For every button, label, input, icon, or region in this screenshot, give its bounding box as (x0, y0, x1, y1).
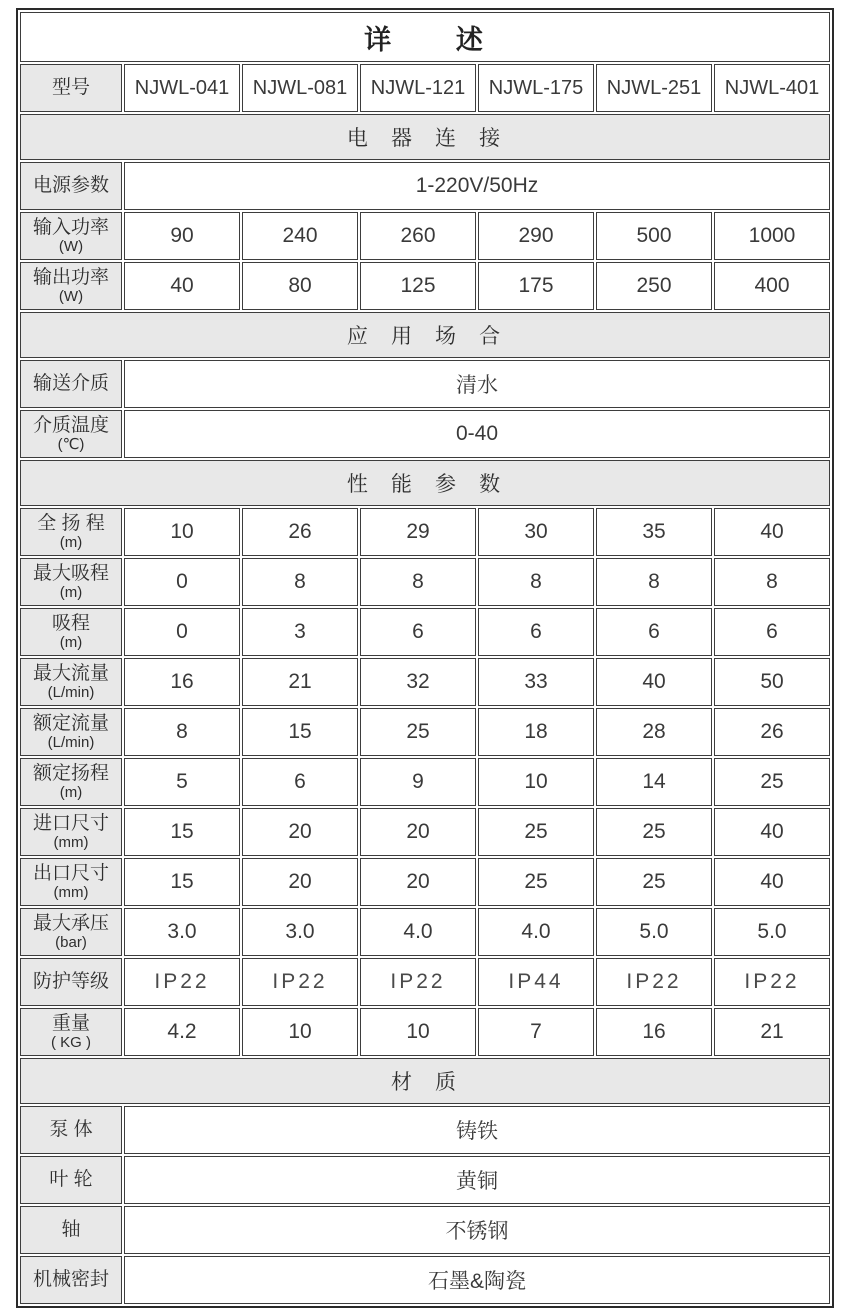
cell-rated-flow: 25 (360, 708, 476, 756)
row-unit: (℃) (57, 435, 85, 453)
table-row-pump-body (20, 1106, 830, 1154)
cell-inlet-size: 20 (242, 808, 358, 856)
table-row-impeller (20, 1156, 830, 1204)
row-label-max-suction (20, 558, 122, 606)
cell-weight: 10 (360, 1008, 476, 1056)
cell-total-head: 10 (124, 508, 240, 556)
cell-output-power: 80 (242, 262, 358, 310)
model-cell: NJWL-041 (124, 64, 240, 112)
section-header-electrical: 电器连接 (20, 114, 830, 160)
row-label-power-supply (20, 162, 122, 210)
cell-max-suction: 8 (478, 558, 594, 606)
row-label-text: 全 扬 程 (37, 512, 105, 534)
table-row-weight (20, 1008, 830, 1056)
cell-mech-seal: 石墨&陶瓷 (124, 1256, 830, 1304)
cell-max-suction: 8 (596, 558, 712, 606)
cell-outlet-size: 25 (478, 858, 594, 906)
cell-rated-head: 6 (242, 758, 358, 806)
row-label-text: 额定流量 (32, 712, 109, 734)
cell-inlet-size: 20 (360, 808, 476, 856)
row-unit: (W) (58, 287, 84, 305)
table-row-outlet-size (20, 858, 830, 906)
row-label-protection (20, 958, 122, 1006)
row-unit: (m) (59, 533, 83, 551)
row-unit: (mm) (53, 883, 89, 901)
row-label-shaft (20, 1206, 122, 1254)
cell-max-pressure: 5.0 (714, 908, 830, 956)
cell-inlet-size: 15 (124, 808, 240, 856)
page-title: 详述 (20, 12, 830, 62)
row-unit: (m) (59, 783, 83, 801)
section-row-performance (20, 460, 830, 506)
table-row-shaft (20, 1206, 830, 1254)
row-label-rated-flow (20, 708, 122, 756)
table-row-protection (20, 958, 830, 1006)
cell-max-flow: 32 (360, 658, 476, 706)
row-label-text: 电源参数 (32, 175, 109, 197)
cell-outlet-size: 20 (242, 858, 358, 906)
row-label-output-power (20, 262, 122, 310)
row-unit: (bar) (55, 933, 87, 951)
cell-rated-flow: 8 (124, 708, 240, 756)
cell-protection: IP22 (360, 958, 476, 1006)
row-label-text: 机械密封 (32, 1269, 109, 1291)
table-row-output-power (20, 262, 830, 310)
cell-output-power: 40 (124, 262, 240, 310)
row-label-text: 最大流量 (32, 662, 109, 684)
cell-power-supply: 1-220V/50Hz (124, 162, 830, 210)
row-label-text: 额定扬程 (32, 762, 109, 784)
section-header-performance: 性能参数 (20, 460, 830, 506)
model-cell: NJWL-251 (596, 64, 712, 112)
row-label-text: 重量 (51, 1012, 90, 1034)
cell-rated-head: 10 (478, 758, 594, 806)
row-unit: (m) (59, 583, 83, 601)
cell-protection: IP22 (242, 958, 358, 1006)
table-row-max-flow (20, 658, 830, 706)
cell-suction: 6 (596, 608, 712, 656)
cell-rated-flow: 15 (242, 708, 358, 756)
row-label-medium (20, 360, 122, 408)
row-label-text: 最大承压 (32, 912, 109, 934)
row-label-text: 进口尺寸 (32, 812, 109, 834)
table-row-suction (20, 608, 830, 656)
cell-inlet-size: 40 (714, 808, 830, 856)
row-label-text: 泵 体 (49, 1119, 93, 1141)
cell-medium-temp: 0-40 (124, 410, 830, 458)
row-label-max-pressure (20, 908, 122, 956)
table-row-medium (20, 360, 830, 408)
row-unit: (L/min) (47, 733, 95, 751)
model-cell: NJWL-175 (478, 64, 594, 112)
section-header-material: 材质 (20, 1058, 830, 1104)
cell-rated-flow: 26 (714, 708, 830, 756)
cell-total-head: 26 (242, 508, 358, 556)
model-cell: NJWL-121 (360, 64, 476, 112)
cell-weight: 7 (478, 1008, 594, 1056)
row-label-text: 输送介质 (32, 373, 109, 395)
row-unit: (m) (59, 633, 83, 651)
cell-max-suction: 0 (124, 558, 240, 606)
cell-output-power: 400 (714, 262, 830, 310)
cell-medium: 清水 (124, 360, 830, 408)
row-label-pump-body (20, 1106, 122, 1154)
model-row (20, 64, 830, 112)
row-unit: (W) (58, 237, 84, 255)
cell-outlet-size: 25 (596, 858, 712, 906)
cell-rated-flow: 28 (596, 708, 712, 756)
cell-shaft: 不锈钢 (124, 1206, 830, 1254)
cell-impeller: 黄铜 (124, 1156, 830, 1204)
table-row-mech-seal (20, 1256, 830, 1304)
row-label-input-power (20, 212, 122, 260)
row-label-max-flow (20, 658, 122, 706)
cell-output-power: 125 (360, 262, 476, 310)
cell-protection: IP22 (714, 958, 830, 1006)
cell-rated-head: 14 (596, 758, 712, 806)
section-row-material (20, 1058, 830, 1104)
cell-max-flow: 16 (124, 658, 240, 706)
cell-max-flow: 21 (242, 658, 358, 706)
cell-weight: 16 (596, 1008, 712, 1056)
cell-rated-head: 25 (714, 758, 830, 806)
cell-max-pressure: 4.0 (360, 908, 476, 956)
cell-max-flow: 40 (596, 658, 712, 706)
row-label-text: 最大吸程 (32, 562, 109, 584)
row-label-text: 输出功率 (32, 266, 109, 288)
row-label-medium-temp (20, 410, 122, 458)
row-unit: (mm) (53, 833, 89, 851)
cell-outlet-size: 15 (124, 858, 240, 906)
cell-rated-head: 9 (360, 758, 476, 806)
cell-max-flow: 33 (478, 658, 594, 706)
row-label-total-head (20, 508, 122, 556)
cell-suction: 6 (714, 608, 830, 656)
row-label-impeller (20, 1156, 122, 1204)
row-label-model: 型号 (20, 64, 122, 112)
row-label-weight (20, 1008, 122, 1056)
cell-input-power: 500 (596, 212, 712, 260)
cell-inlet-size: 25 (596, 808, 712, 856)
table-row-max-pressure (20, 908, 830, 956)
cell-max-pressure: 3.0 (124, 908, 240, 956)
table-row-inlet-size (20, 808, 830, 856)
row-label-text: 叶 轮 (49, 1169, 93, 1191)
cell-input-power: 240 (242, 212, 358, 260)
cell-input-power: 260 (360, 212, 476, 260)
table-row-medium-temp (20, 410, 830, 458)
cell-protection: IP44 (478, 958, 594, 1006)
cell-output-power: 175 (478, 262, 594, 310)
model-cell: NJWL-401 (714, 64, 830, 112)
cell-inlet-size: 25 (478, 808, 594, 856)
cell-max-pressure: 3.0 (242, 908, 358, 956)
cell-rated-flow: 18 (478, 708, 594, 756)
cell-suction: 0 (124, 608, 240, 656)
cell-weight: 21 (714, 1008, 830, 1056)
cell-weight: 4.2 (124, 1008, 240, 1056)
cell-weight: 10 (242, 1008, 358, 1056)
cell-protection: IP22 (596, 958, 712, 1006)
row-unit: (L/min) (47, 683, 95, 701)
table-row-rated-head (20, 758, 830, 806)
cell-max-pressure: 4.0 (478, 908, 594, 956)
cell-total-head: 40 (714, 508, 830, 556)
spec-table (16, 8, 834, 1308)
cell-max-pressure: 5.0 (596, 908, 712, 956)
cell-total-head: 35 (596, 508, 712, 556)
cell-max-suction: 8 (360, 558, 476, 606)
model-cell: NJWL-081 (242, 64, 358, 112)
section-header-application: 应用场合 (20, 312, 830, 358)
table-row-power-supply (20, 162, 830, 210)
row-label-suction (20, 608, 122, 656)
cell-max-flow: 50 (714, 658, 830, 706)
row-label-inlet-size (20, 808, 122, 856)
table-row-max-suction (20, 558, 830, 606)
row-label-rated-head (20, 758, 122, 806)
cell-input-power: 1000 (714, 212, 830, 260)
row-unit: ( KG ) (51, 1033, 91, 1051)
cell-max-suction: 8 (242, 558, 358, 606)
cell-outlet-size: 20 (360, 858, 476, 906)
row-label-text: 出口尺寸 (32, 862, 109, 884)
cell-pump-body: 铸铁 (124, 1106, 830, 1154)
section-row-application (20, 312, 830, 358)
row-label-text: 吸程 (51, 612, 90, 634)
cell-output-power: 250 (596, 262, 712, 310)
row-label-text: 防护等级 (32, 971, 109, 993)
cell-protection: IP22 (124, 958, 240, 1006)
table-row-input-power (20, 212, 830, 260)
cell-suction: 6 (478, 608, 594, 656)
cell-input-power: 90 (124, 212, 240, 260)
cell-outlet-size: 40 (714, 858, 830, 906)
cell-total-head: 29 (360, 508, 476, 556)
row-label-outlet-size (20, 858, 122, 906)
cell-input-power: 290 (478, 212, 594, 260)
row-label-text: 轴 (61, 1219, 81, 1241)
cell-suction: 3 (242, 608, 358, 656)
cell-suction: 6 (360, 608, 476, 656)
row-label-text: 输入功率 (32, 216, 109, 238)
title-row (20, 12, 830, 62)
cell-rated-head: 5 (124, 758, 240, 806)
section-row-electrical (20, 114, 830, 160)
table-row-total-head (20, 508, 830, 556)
cell-total-head: 30 (478, 508, 594, 556)
cell-max-suction: 8 (714, 558, 830, 606)
row-label-text: 介质温度 (32, 414, 109, 436)
table-row-rated-flow (20, 708, 830, 756)
row-label-mech-seal (20, 1256, 122, 1304)
